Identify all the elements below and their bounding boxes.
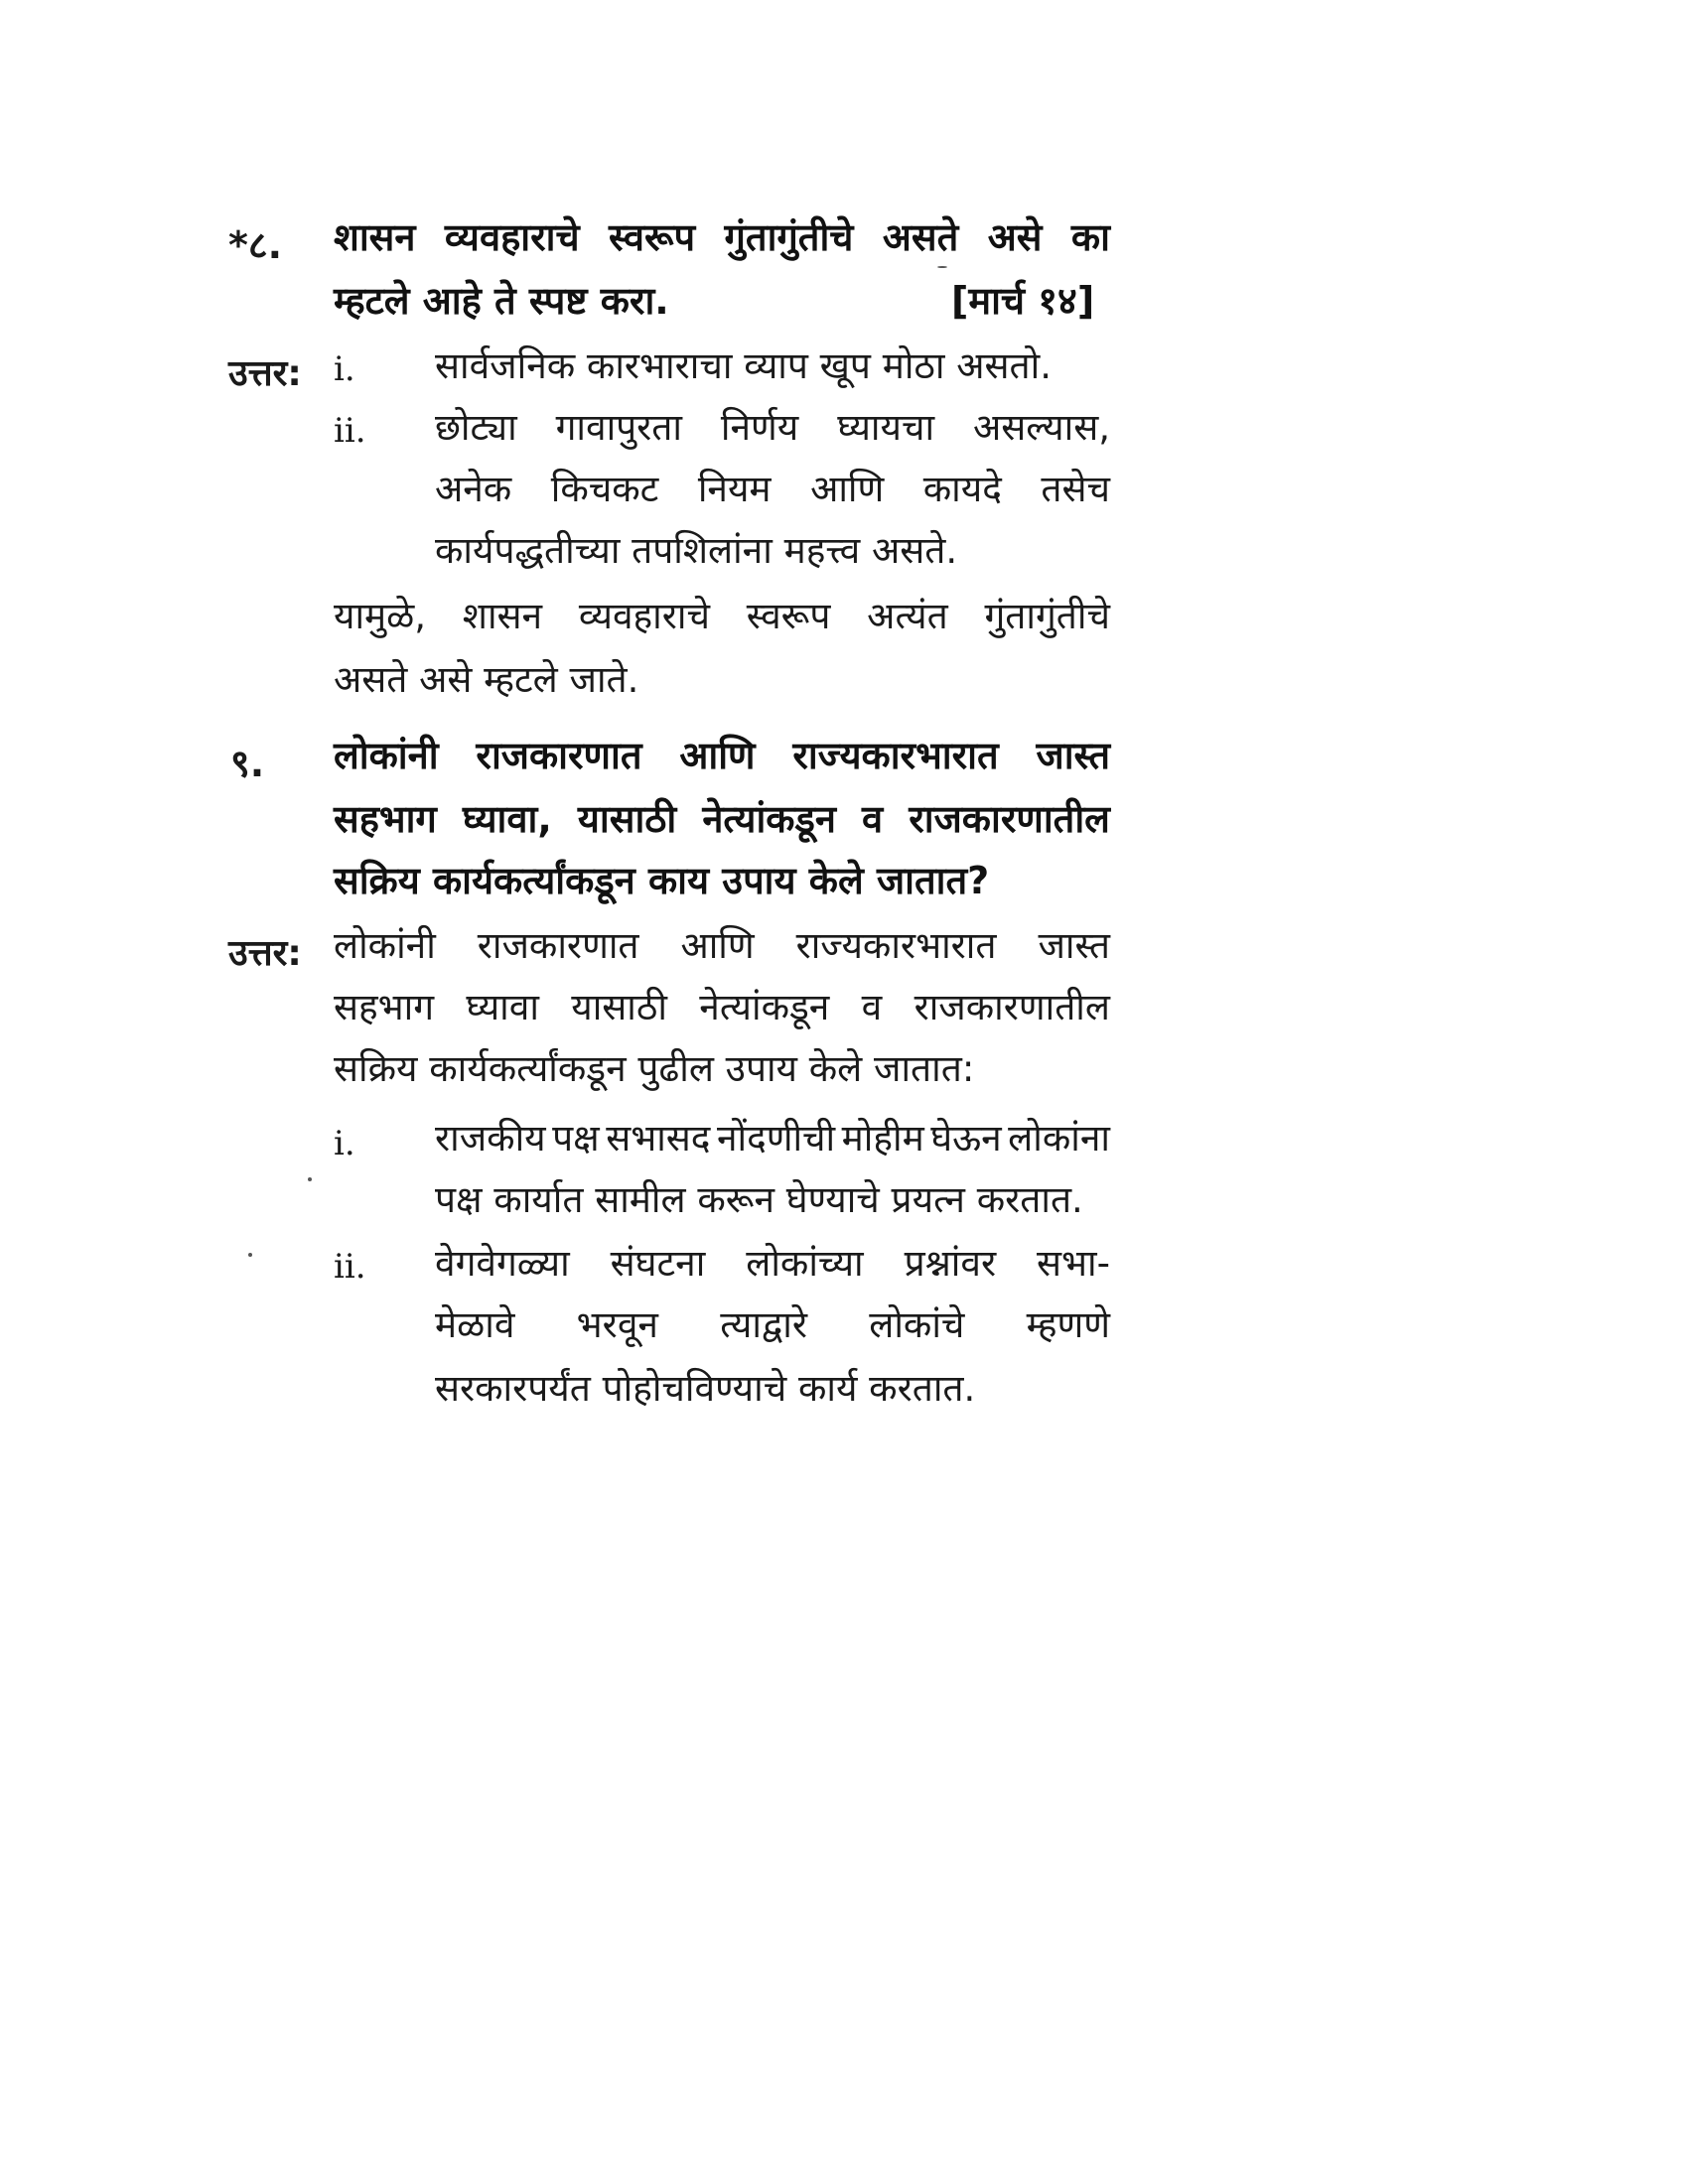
scan-speck [248, 1253, 252, 1257]
a9-label: उत्तर: [228, 933, 302, 974]
a9-point-1-line-2: पक्ष कार्यात सामील करून घेण्याचे प्रयत्न करतात. [435, 1178, 1083, 1221]
a9-intro-line-2: सहभाग घ्यावा यासाठी नेत्यांकडून व राजकारणातील [334, 986, 1110, 1028]
q8-exam-tag: [मार्च १४] [951, 279, 1095, 323]
a8-conclusion-line-1: यामुळे, शासन व्यवहाराचे स्वरूप अत्यंत गुंतागुंतीचे [334, 595, 1110, 637]
a9-point-2-numeral: ii. [334, 1247, 366, 1287]
a9-intro-line-1: लोकांनी राजकारणात आणि राज्यकारभारात जास्त [334, 924, 1110, 967]
q8-line-1: शासन व्यवहाराचे स्वरूप गुंतागुंतीचे असते असे का [334, 215, 1110, 259]
a9-point-1-line-1: राजकीय पक्ष सभासद नोंदणीची मोहीम घेऊन लोकांना [435, 1117, 1110, 1160]
a9-point-2-line-2: मेळावे भरवून त्याद्वारे लोकांचे म्हणणे [435, 1303, 1110, 1346]
a8-point-2-line-1: छोट्या गावापुरता निर्णय घ्यायचा असल्यास, [435, 406, 1110, 449]
a8-point-2-line-2: अनेक किचकट नियम आणि कायदे तसेच [435, 468, 1110, 510]
a9-point-1-numeral: i. [334, 1124, 355, 1163]
a8-point-2-line-3: कार्यपद्धतीच्या तपशिलांना महत्त्व असते. [435, 529, 958, 572]
q8-line-2: म्हटले आहे ते स्पष्ट करा. [334, 279, 669, 323]
a8-point-2-numeral: ii. [334, 411, 366, 451]
a9-intro-line-3: सक्रिय कार्यकर्त्यांकडून पुढील उपाय केले जातात: [334, 1047, 975, 1090]
scan-speck [937, 266, 947, 268]
q9-line-2: सहभाग घ्यावा, यासाठी नेत्यांकडून व राजकारणातील [334, 797, 1110, 841]
q8-number: *८. [228, 223, 283, 267]
a8-label: उत्तर: [228, 353, 302, 394]
q9-number: ९. [230, 742, 265, 785]
a9-point-2-line-1: वेगवेगळ्या संघटना लोकांच्या प्रश्नांवर सभा- [435, 1242, 1110, 1285]
q9-line-3: सक्रिय कार्यकर्त्यांकडून काय उपाय केले जातात? [334, 859, 990, 902]
a8-point-1-line-1: सार्वजनिक कारभाराचा व्याप खूप मोठा असतो. [435, 344, 1052, 387]
a8-conclusion-line-2: असते असे म्हटले जाते. [334, 658, 639, 701]
a9-point-2-line-3: सरकारपर्यंत पोहोचविण्याचे कार्य करतात. [435, 1367, 976, 1410]
scan-speck [308, 1177, 312, 1181]
a8-point-1-numeral: i. [334, 349, 355, 389]
q9-line-1: लोकांनी राजकारणात आणि राज्यकारभारात जास्त [334, 734, 1110, 777]
